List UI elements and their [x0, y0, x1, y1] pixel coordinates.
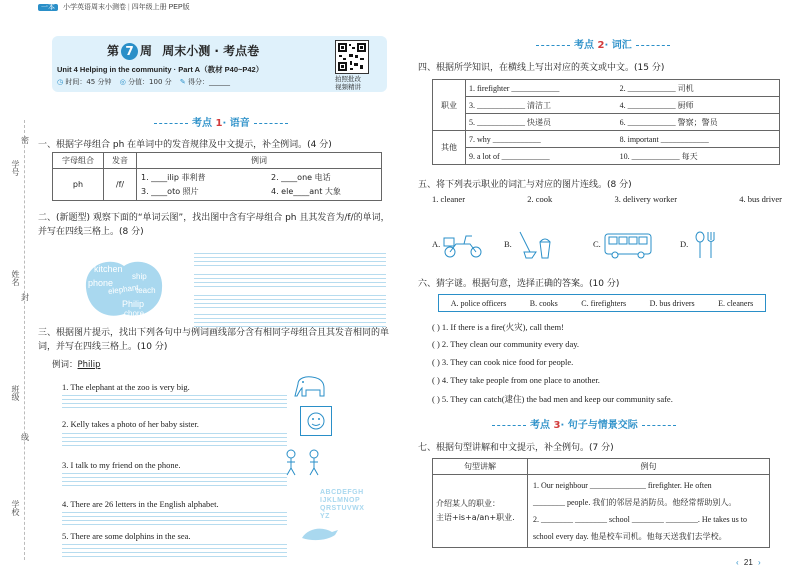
qr-caption-2: 视频精讲: [335, 83, 361, 91]
utensils-icon: [690, 230, 720, 260]
q4-title: 四、根据所学知识，在横线上写出对应的英文或中文。(15 分): [418, 63, 665, 73]
q4-cell[interactable]: 4. ____________ 厨师: [617, 97, 780, 114]
cloud-word: phone: [88, 278, 114, 288]
q5-word[interactable]: 1. cleaner: [432, 194, 466, 204]
next-page-icon[interactable]: ›: [758, 558, 761, 567]
dash-left: [154, 123, 188, 124]
qr-code[interactable]: [335, 40, 369, 74]
cloud-word: ship: [132, 272, 147, 281]
side-xuexiao: 学校: [11, 500, 20, 516]
kd2-pre: 考点: [574, 40, 594, 51]
top-header: 一本 小学英语周末小测卷 | 四年级上册 PEP版: [38, 2, 190, 12]
week-banner: [52, 36, 387, 92]
cloud-word: Philip: [122, 299, 145, 309]
q1-col-combo: 字母组合: [53, 153, 104, 169]
q1-item[interactable]: 4. ele____ant 大象: [271, 187, 341, 196]
q7-col-explain: 句型讲解: [433, 459, 528, 475]
q1-item[interactable]: 2. ____one 电话: [271, 173, 331, 182]
cloud-word: elephant: [107, 282, 140, 297]
q5-word[interactable]: 2. cook: [527, 194, 553, 204]
score-icon: ◎: [119, 78, 126, 86]
brand-tag: 一本: [38, 4, 58, 11]
example-word: Philip: [77, 360, 101, 370]
side-feng: 封: [21, 293, 29, 302]
page-number: 21: [743, 558, 753, 567]
kd1-pre: 考点: [192, 118, 212, 129]
q5-pic-b[interactable]: [504, 230, 554, 260]
q7-explain-2: 主语+is+a/an+职业.: [436, 513, 515, 522]
banner-title-row: [107, 42, 259, 60]
qr-icon: [336, 41, 368, 73]
book-title: 小学英语周末小测卷: [62, 4, 126, 11]
q4-group-other: 其他: [433, 131, 466, 165]
meta-row: [57, 77, 230, 87]
elephant-icon: [294, 374, 328, 398]
section-kd1: [150, 114, 292, 129]
q3-title: 三、根据图片提示，找出下列各句中与例词画线部分含有相同字母组合且其发音相同的单词，并写在四线三格上。(10 分): [38, 328, 390, 352]
banner-title: 周末小测 · 考点卷: [162, 44, 260, 58]
cloud-word: chore: [124, 309, 145, 318]
alphabet-row: YZ: [320, 513, 330, 520]
dash-right: [254, 123, 288, 124]
q6-item[interactable]: ( ) 5. They can catch(逮住) the bad men and keep our community safe.: [432, 394, 673, 404]
dolphin-icon: [300, 524, 340, 544]
q5-pic-d[interactable]: [680, 230, 720, 260]
side-xuehao: 学号: [11, 160, 20, 176]
q1-table: [52, 152, 382, 201]
week-num-badge: 7: [121, 43, 138, 60]
q5-words: [432, 194, 782, 204]
cloud-word: kitchen: [94, 264, 123, 274]
q6-item[interactable]: ( ) 4. They take people from one place to another.: [432, 375, 600, 385]
week-post: 周: [140, 44, 153, 58]
score-text: 分值：100 分: [128, 78, 172, 86]
pic-label: B.: [504, 238, 512, 249]
q6-item[interactable]: ( ) 3. They can cook nice food for people.: [432, 357, 574, 367]
alphabet-row: IJKLMNOP: [320, 497, 361, 504]
q4-cell[interactable]: 10. ____________ 每天: [617, 148, 780, 165]
q3-sentence: 4. There are 26 letters in the English alphabet.: [62, 499, 219, 509]
q5-pic-c[interactable]: [593, 230, 655, 260]
section-kd2: [532, 36, 674, 51]
q3-sentence: 3. I talk to my friend on the phone.: [62, 460, 181, 470]
binding-line: [24, 120, 25, 560]
q7-line[interactable]: ________ people. 我们的邻居是消防员。他经常帮助别人。: [533, 498, 737, 507]
q6-option: A. police officers: [450, 298, 507, 308]
side-xingming: 姓名: [11, 270, 20, 286]
photo-frame-icon: [300, 406, 332, 436]
q4-cell[interactable]: 5. ____________ 快递员: [466, 114, 617, 131]
q5-title: 五、将下列表示职业的词汇与对应的图片连线。(8 分): [418, 180, 632, 190]
q3-sentence: 1. The elephant at the zoo is very big.: [62, 382, 190, 392]
kd3-num: 3: [553, 420, 561, 431]
q4-group-job: 职业: [433, 80, 466, 131]
pic-label: C.: [593, 238, 601, 249]
q1-col-sound: 发音: [104, 153, 137, 169]
q4-cell[interactable]: 3. ____________ 清洁工: [466, 97, 617, 114]
q7-line[interactable]: 2. ________ ________ school ________ ________. He takes us to: [533, 515, 747, 524]
clock-icon: ◷: [57, 78, 64, 86]
q6-option: D. bus drivers: [649, 298, 695, 308]
q1-col-words: 例词: [137, 153, 382, 169]
q4-cell[interactable]: 9. a lot of ____________: [466, 148, 617, 165]
q4-cell[interactable]: 7. why ____________: [466, 131, 617, 148]
q7-line[interactable]: school every day. 他是校车司机。他每天送我们去学校。: [533, 532, 727, 541]
kd1-num: 1: [215, 118, 223, 129]
q1-item[interactable]: 3. ____oto 照片: [141, 187, 199, 196]
q1-title: 一、根据字母组合 ph 在单词中的发音规律及中文提示，补全例词。(4 分): [38, 140, 332, 150]
q5-pic-a[interactable]: [432, 232, 484, 258]
q4-cell[interactable]: 8. important ____________: [617, 131, 780, 148]
kd1-title: · 语音: [222, 118, 250, 129]
q2-title: 二、(新题型) 观察下面的“单词云图”，找出图中含有字母组合 ph 且其发音为/f/的单词，并写在四线三格上。(8 分): [38, 213, 390, 237]
week-pre: 第: [107, 44, 120, 58]
side-xian: 线: [21, 433, 29, 442]
unit-line: Unit 4 Helping in the community · Part A（教材 P40~P42）: [57, 65, 264, 74]
q1-sound: /f/: [104, 169, 137, 201]
q3-sentence: 2. Kelly takes a photo of her baby sister.: [62, 419, 199, 429]
phone-call-icon: [282, 448, 324, 476]
q7-line[interactable]: 1. Our neighbour ______________ firefighter. He often: [533, 481, 712, 490]
q3-sentence: 5. There are some dolphins in the sea.: [62, 531, 191, 541]
q6-item[interactable]: ( ) 2. They clean our community every day.: [432, 339, 580, 349]
q4-cell[interactable]: 1. firefighter ____________: [466, 80, 617, 97]
q7-title: 七、根据句型讲解和中文提示，补全例句。(7 分): [418, 443, 614, 453]
kd3-title: · 句子与情景交际: [560, 420, 638, 431]
dash-left: [536, 45, 570, 46]
q7-table: [432, 458, 770, 548]
side-banji: 班级: [11, 385, 20, 401]
prev-page-icon[interactable]: ‹: [736, 558, 739, 567]
alphabet-art: [320, 489, 364, 521]
dash-right: [642, 425, 676, 426]
example-label: 例词：: [52, 360, 78, 370]
q6-item[interactable]: ( ) 1. If there is a fire(火灾), call them!: [432, 322, 564, 332]
q6-title: 六、猜字谜。根据句意，选择正确的答案。(10 分): [418, 279, 620, 289]
page-footer: [736, 558, 761, 567]
q1-combo: ph: [53, 169, 104, 201]
pen-icon: ✎: [179, 78, 186, 86]
q7-col-example: 例句: [528, 459, 770, 475]
q7-explain-cell: [433, 475, 528, 548]
q1-item[interactable]: 1. ____ilip 菲利普: [141, 173, 206, 182]
word-cloud: [80, 258, 168, 320]
broom-bucket-icon: [514, 230, 554, 260]
q4-cell[interactable]: 6. ____________ 警察；警员: [617, 114, 780, 131]
qr-caption-1: 拍照批改: [335, 75, 361, 83]
q7-example-cell: [528, 475, 770, 548]
kd2-num: 2: [597, 40, 605, 51]
dash-right: [636, 45, 670, 46]
q6-option: C. firefighters: [581, 298, 627, 308]
alphabet-row: ABCDEFGH: [320, 489, 364, 496]
dash-left: [492, 425, 526, 426]
q7-explain-1: 介绍某人的职业：: [436, 499, 500, 508]
side-mi: 密: [21, 136, 29, 145]
pic-label: A.: [432, 238, 441, 249]
book-edition: 四年级上册 PEP版: [131, 4, 190, 11]
cloud-word: teach: [136, 286, 156, 295]
got-text: 得分：______: [188, 78, 230, 86]
q4-table: [432, 79, 780, 165]
q3-example: [52, 358, 101, 370]
pic-label: D.: [680, 238, 689, 249]
time-text: 时间：45 分钟: [65, 78, 112, 86]
q6-option: B. cooks: [529, 298, 558, 308]
alphabet-row: QRSTUVWX: [320, 505, 365, 512]
section-kd3: [488, 416, 680, 431]
q1-items-cell: [137, 169, 382, 201]
kd2-title: · 词汇: [604, 40, 632, 51]
bus-icon: [603, 230, 655, 260]
q6-option: E. cleaners: [718, 298, 754, 308]
q5-word[interactable]: 3. delivery worker: [614, 194, 678, 204]
q5-word[interactable]: 4. bus driver: [739, 194, 782, 204]
kd3-pre: 考点: [530, 420, 550, 431]
q4-cell[interactable]: 2. ____________ 司机: [617, 80, 780, 97]
scooter-icon: [442, 232, 484, 258]
q6-options-box: [438, 294, 766, 312]
